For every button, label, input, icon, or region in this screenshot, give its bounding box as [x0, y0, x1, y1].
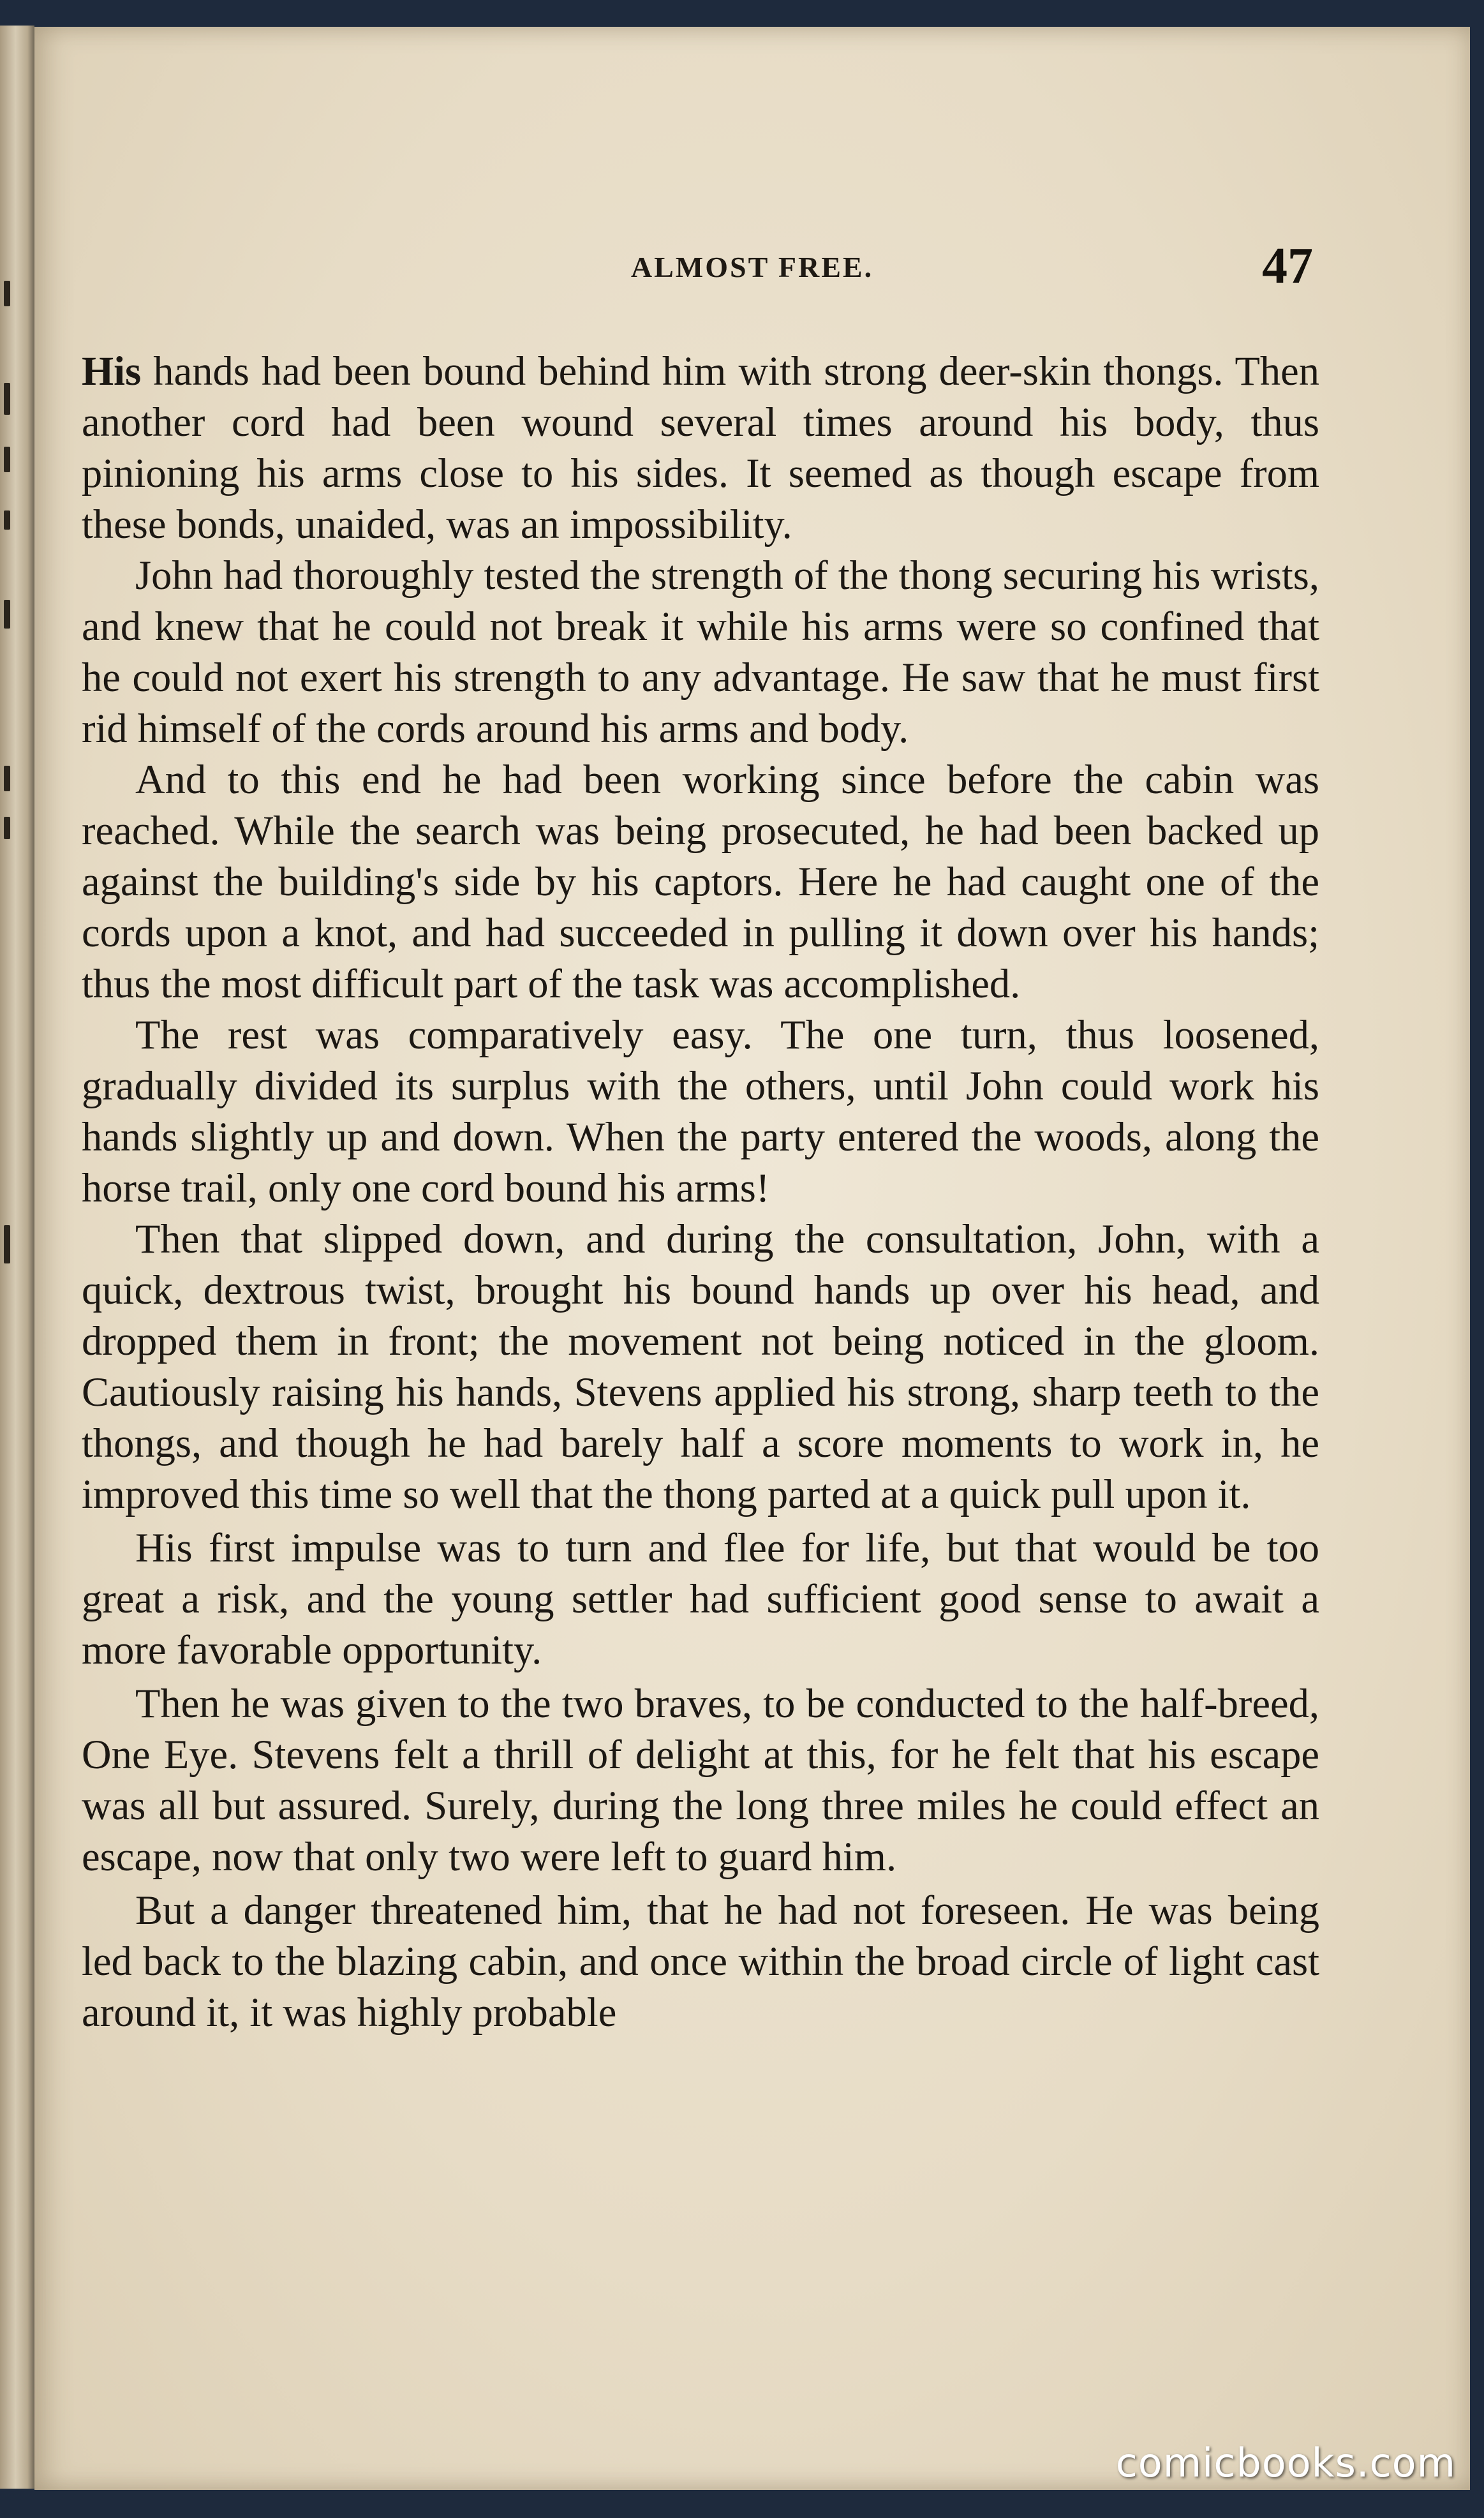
- edge-ink-mark: [4, 1225, 10, 1263]
- edge-ink-mark: [4, 510, 10, 530]
- book-page: [34, 27, 1470, 2490]
- paragraph-text: But a danger threatened him, that he had not foreseen. He was being led back to the blazing cabin, and once within the broad circle of light cast around it, it was highly probable: [82, 1888, 1319, 2035]
- page-number: 47: [1262, 238, 1313, 294]
- paragraph-text: His first impulse was to turn and flee for life, but that would be too great a risk, and the young settler had sufficient good sense to await a more favorable opportunity.: [82, 1525, 1319, 1672]
- edge-ink-mark: [4, 447, 10, 472]
- edge-ink-mark: [4, 766, 10, 791]
- paragraph: [82, 1523, 1319, 1676]
- paragraph-text: Then he was given to the two braves, to be conducted to the half-breed, One Eye. Stevens felt a thrill of delight at this, for he felt that his escape was all but assured. Surely, during the long three miles he could effect an escape, now that only two were left to guard him.: [82, 1681, 1319, 1879]
- paragraph-lead: His: [82, 348, 142, 394]
- paragraph: [82, 346, 1319, 550]
- paragraph: [82, 1885, 1319, 2038]
- paragraph-text: hands had been bound behind him with strong deer-skin thongs. Then another cord had been wound several times around his body, thus pinioning his arms close to his sides. It seemed as though escape from these bonds, unaided, was an impossibility.: [82, 348, 1319, 547]
- edge-ink-mark: [4, 600, 10, 629]
- running-title: ALMOST FREE.: [630, 251, 874, 283]
- paragraph: [82, 754, 1319, 1009]
- paragraph-text: John had thoroughly tested the strength of the thong securing his wrists, and knew that he could not break it while his arms were so confined that he could not exert his strength to any advantage. He saw that he must first rid himself of the cords around his arms and body.: [82, 553, 1319, 751]
- paragraph-text: And to this end he had been working since before the cabin was reached. While the search was being prosecuted, he had been backed up against the building's side by his captors. Here he had caught one of the cords upon a knot, and had succeeded in pulling it down over his hands; thus the most difficult part of the task was accomplished.: [82, 757, 1319, 1006]
- edge-ink-mark: [4, 383, 10, 415]
- edge-ink-mark: [4, 281, 10, 306]
- paragraph: [82, 1678, 1319, 1882]
- body-text: [82, 346, 1319, 2038]
- paragraph: [82, 550, 1319, 754]
- left-page-edge: [0, 26, 34, 2489]
- running-head: [34, 237, 1470, 301]
- paragraph-text: The rest was comparatively easy. The one turn, thus loosened, gradually divided its surplus with the others, until John could work his hands slightly up and down. When the party entered the woods, along the horse trail, only one cord bound his arms!: [82, 1012, 1319, 1211]
- paragraph: [82, 1009, 1319, 1214]
- watermark: comicbooks.com: [1115, 2440, 1456, 2486]
- edge-ink-mark: [4, 817, 10, 839]
- paragraph-text: Then that slipped down, and during the consultation, John, with a quick, dextrous twist, brought his bound hands up over his head, and dropped them in front; the movement not being noticed in the gloom. Cautiously raising his hands, Stevens applied his strong, sharp teeth to the thongs, and though he had barely half a score moments to work in, he improved this time so well that the thong parted at a quick pull upon it.: [82, 1216, 1319, 1517]
- paragraph: [82, 1214, 1319, 1520]
